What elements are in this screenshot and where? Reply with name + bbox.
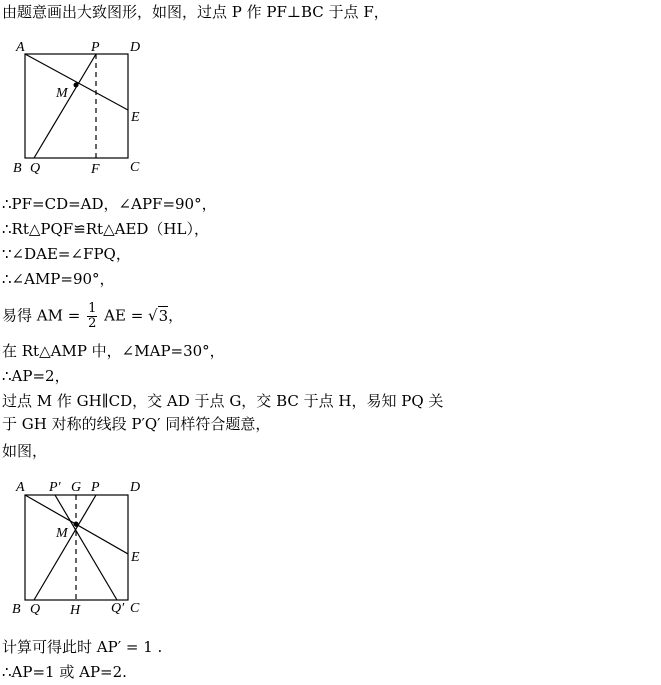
text-line-6 (2, 302, 183, 331)
square-abcd-2 (25, 495, 128, 600)
label-a: A (16, 40, 25, 55)
segment-p1q1 (55, 495, 117, 600)
label-e: E (131, 110, 140, 125)
text-line-8: ∴AP=2， (2, 367, 70, 385)
label-q-2: Q (30, 602, 41, 617)
label-d-2: D (130, 480, 141, 495)
label-g: G (71, 480, 82, 495)
label-b-2: B (12, 602, 21, 617)
point-m-2 (74, 522, 79, 527)
square-abcd (25, 54, 128, 158)
text-line-13: ∴AP=1 或 AP=2. (2, 663, 127, 681)
label-e-2: E (131, 550, 140, 565)
text-line-2: ∴PF=CD=AD，∠APF=90°， (2, 195, 217, 213)
label-p-2: P (91, 480, 100, 495)
text-line-3: ∴Rt△PQF≌Rt△AED（HL）， (2, 220, 209, 238)
text-line-5: ∴∠AMP=90°， (2, 270, 115, 288)
label-c-2: C (130, 601, 140, 616)
label-b: B (13, 161, 22, 176)
text-line-12: 计算可得此时 AP′ = 1 . (2, 638, 163, 656)
point-m (74, 83, 79, 88)
label-m: M (56, 86, 68, 101)
text-line-9: 过点 M 作 GH∥CD，交 AD 于点 G，交 BC 于点 H，易知 PQ 关 (2, 392, 444, 410)
text-line-10: 于 GH 对称的线段 P′Q′ 同样符合题意， (2, 415, 271, 433)
text-line-11: 如图， (2, 442, 48, 460)
label-f: F (91, 162, 100, 177)
label-a-2: A (16, 480, 25, 495)
segment-ae (25, 54, 128, 110)
label-c: C (130, 160, 140, 175)
text-line-4: ∵∠DAE=∠FPQ， (2, 245, 131, 263)
segment-pq-2 (34, 495, 96, 600)
text-line-7: 在 Rt△AMP 中，∠MAP=30°， (2, 342, 225, 360)
segment-pq (34, 54, 96, 158)
label-m-2: M (56, 526, 68, 541)
label-q-prime: Q′ (111, 601, 125, 616)
text-line-1: 由题意画出大致图形，如图，过点 P 作 PF⊥BC 于点 F， (2, 3, 389, 21)
line6-prefix: 易得 AM = (2, 306, 81, 325)
fraction-one-half (87, 302, 97, 331)
label-p: P (91, 40, 100, 55)
figure-1 (0, 34, 170, 184)
figure-2 (0, 475, 170, 625)
fraction-numerator: 1 (88, 301, 97, 316)
sqrt-argument: 3 (158, 306, 169, 325)
line6-mid: AE = √ (104, 306, 158, 325)
label-p-prime: P′ (49, 480, 61, 495)
label-q: Q (30, 161, 41, 176)
line6-suffix: ， (168, 306, 184, 325)
label-d: D (130, 40, 141, 55)
label-h: H (70, 603, 81, 618)
fraction-denominator: 2 (88, 316, 97, 331)
